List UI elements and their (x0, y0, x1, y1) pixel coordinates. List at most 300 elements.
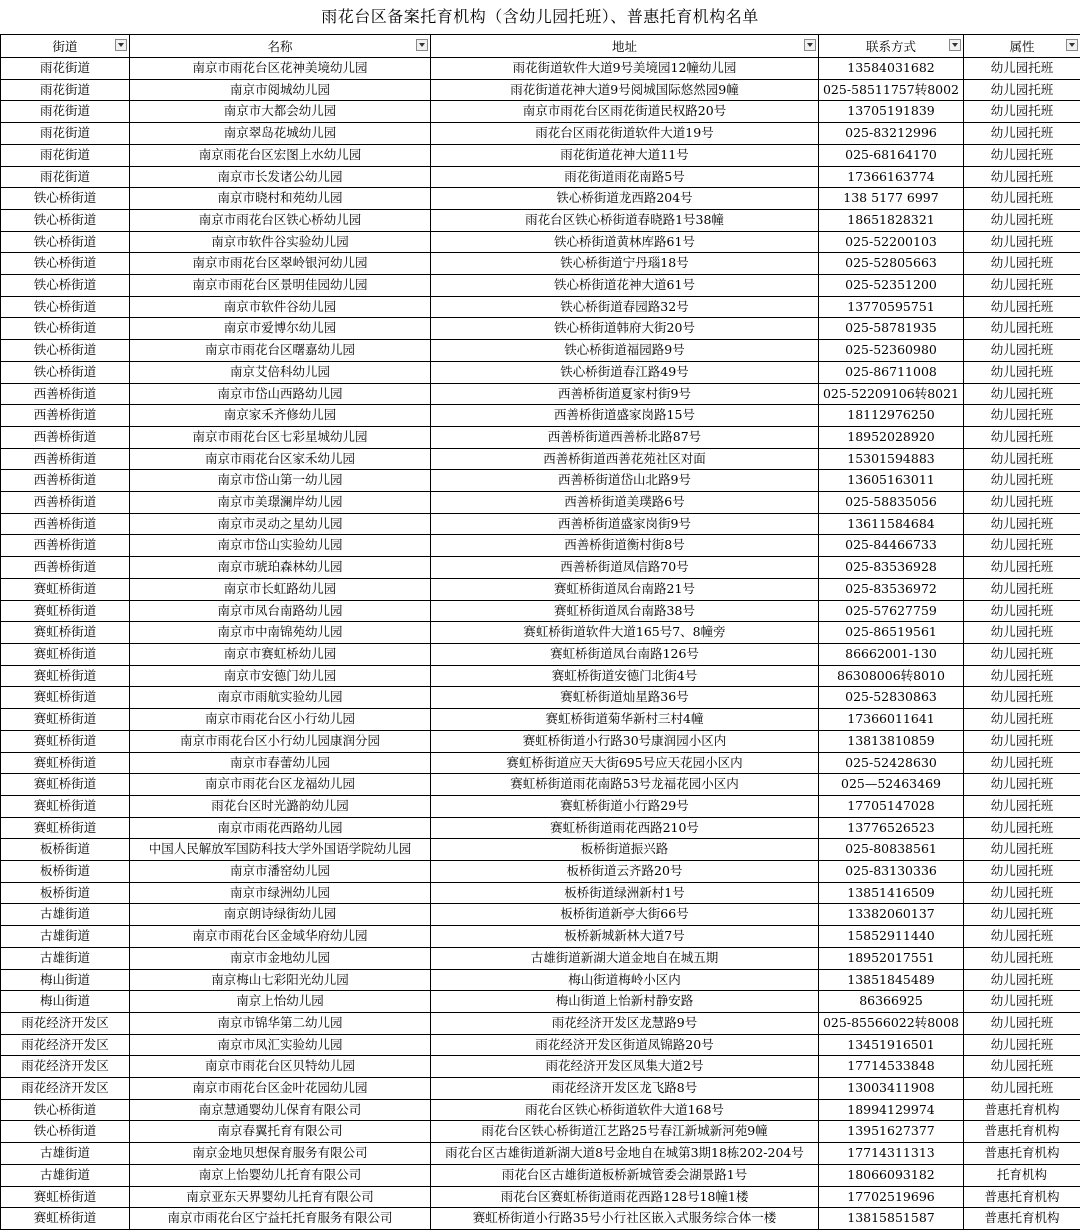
contact-cell: 138 5177 6997 (819, 188, 964, 210)
name-cell: 南京市岱山实验幼儿园 (130, 535, 431, 557)
table-row (1, 318, 1080, 340)
type-cell: 幼儿园托班 (964, 926, 1080, 948)
address-cell: 赛虹桥街道灿星路36号 (431, 687, 819, 709)
header-label: 地址 (612, 39, 637, 54)
street-cell: 西善桥街道 (1, 383, 130, 405)
street-cell: 雨花街道 (1, 101, 130, 123)
type-cell: 普惠托育机构 (964, 1099, 1080, 1121)
filter-dropdown-icon[interactable] (949, 39, 961, 51)
name-cell: 南京市雨花台区贝特幼儿园 (130, 1056, 431, 1078)
table-row (1, 275, 1080, 297)
address-cell: 铁心桥街道龙西路204号 (431, 188, 819, 210)
contact-cell: 86366925 (819, 991, 964, 1013)
address-cell: 赛虹桥街道凤台南路38号 (431, 600, 819, 622)
table-row (1, 426, 1080, 448)
type-cell: 幼儿园托班 (964, 144, 1080, 166)
name-cell: 南京市雨花台区景明佳园幼儿园 (130, 275, 431, 297)
address-cell: 西善桥街道夏家村街9号 (431, 383, 819, 405)
street-cell: 西善桥街道 (1, 405, 130, 427)
address-cell: 雨花街道雨花南路5号 (431, 166, 819, 188)
street-cell: 古雄街道 (1, 947, 130, 969)
name-cell: 南京市凤汇实验幼儿园 (130, 1034, 431, 1056)
table-row (1, 600, 1080, 622)
table-row (1, 58, 1080, 80)
street-cell: 古雄街道 (1, 926, 130, 948)
table-row (1, 79, 1080, 101)
street-cell: 梅山街道 (1, 969, 130, 991)
contact-cell: 13813810859 (819, 730, 964, 752)
street-cell: 赛虹桥街道 (1, 1186, 130, 1208)
table-row (1, 405, 1080, 427)
address-cell: 铁心桥街道韩府大街20号 (431, 318, 819, 340)
address-cell: 南京市雨花台区雨花街道民权路20号 (431, 101, 819, 123)
type-cell: 幼儿园托班 (964, 275, 1080, 297)
name-cell: 雨花台区时光潞韵幼儿园 (130, 795, 431, 817)
street-cell: 西善桥街道 (1, 448, 130, 470)
street-cell: 雨花街道 (1, 144, 130, 166)
address-cell: 赛虹桥街道雨花西路210号 (431, 817, 819, 839)
table-row (1, 926, 1080, 948)
address-cell: 赛虹桥街道菊华新村三村4幢 (431, 709, 819, 731)
address-cell: 雨花经济开发区龙慧路9号 (431, 1012, 819, 1034)
address-cell: 赛虹桥街道软件大道165号7、8幢旁 (431, 622, 819, 644)
address-cell: 赛虹桥街道应天大街695号应天花园小区内 (431, 752, 819, 774)
name-cell: 南京市金地幼儿园 (130, 947, 431, 969)
name-cell: 南京慧通婴幼儿保育有限公司 (130, 1099, 431, 1121)
contact-cell: 025-83212996 (819, 123, 964, 145)
contact-cell: 025-57627759 (819, 600, 964, 622)
name-cell: 南京市爱博尔幼儿园 (130, 318, 431, 340)
street-cell: 赛虹桥街道 (1, 709, 130, 731)
table-row (1, 622, 1080, 644)
name-cell: 南京市赛虹桥幼儿园 (130, 643, 431, 665)
address-cell: 雨花台区古雄街道新湖大道8号金地自在城第3期18栋202-204号 (431, 1143, 819, 1165)
contact-cell: 025-58835056 (819, 492, 964, 514)
table-row (1, 665, 1080, 687)
street-cell: 西善桥街道 (1, 426, 130, 448)
name-cell: 南京上怡幼儿园 (130, 991, 431, 1013)
address-cell: 赛虹桥街道雨花南路53号龙福花园小区内 (431, 774, 819, 796)
contact-cell: 025-52428630 (819, 752, 964, 774)
type-cell: 幼儿园托班 (964, 557, 1080, 579)
type-cell: 幼儿园托班 (964, 470, 1080, 492)
type-cell: 幼儿园托班 (964, 296, 1080, 318)
contact-cell: 025-84466733 (819, 535, 964, 557)
contact-cell: 025-58781935 (819, 318, 964, 340)
name-cell: 南京市岱山西路幼儿园 (130, 383, 431, 405)
street-cell: 赛虹桥街道 (1, 578, 130, 600)
name-cell: 南京市雨花台区花神美境幼儿园 (130, 58, 431, 80)
name-cell: 南京市潘窑幼儿园 (130, 861, 431, 883)
street-cell: 西善桥街道 (1, 470, 130, 492)
street-cell: 雨花经济开发区 (1, 1034, 130, 1056)
type-cell: 幼儿园托班 (964, 752, 1080, 774)
table-row (1, 904, 1080, 926)
type-cell: 幼儿园托班 (964, 665, 1080, 687)
type-cell: 幼儿园托班 (964, 1012, 1080, 1034)
address-cell: 铁心桥街道宁丹瑙18号 (431, 253, 819, 275)
address-cell: 雨花台区古雄街道板桥新城管委会湖景路1号 (431, 1164, 819, 1186)
street-cell: 板桥街道 (1, 882, 130, 904)
type-cell: 幼儿园托班 (964, 492, 1080, 514)
name-cell: 南京市雨花台区小行幼儿园康润分园 (130, 730, 431, 752)
contact-cell: 18112976250 (819, 405, 964, 427)
contact-cell: 13605163011 (819, 470, 964, 492)
type-cell: 幼儿园托班 (964, 79, 1080, 101)
contact-cell: 025-85566022转8008 (819, 1012, 964, 1034)
type-cell: 幼儿园托班 (964, 947, 1080, 969)
name-cell: 南京市雨花台区宁益托托育服务有限公司 (130, 1208, 431, 1230)
street-cell: 铁心桥街道 (1, 209, 130, 231)
name-cell: 南京艾倍科幼儿园 (130, 361, 431, 383)
contact-cell: 13851845489 (819, 969, 964, 991)
address-cell: 西善桥街道美璞路6号 (431, 492, 819, 514)
name-cell: 南京市雨花台区龙福幼儿园 (130, 774, 431, 796)
name-cell: 南京市晓村和苑幼儿园 (130, 188, 431, 210)
header-label: 属性 (1009, 39, 1034, 54)
contact-cell: 13951627377 (819, 1121, 964, 1143)
table-row (1, 513, 1080, 535)
contact-cell: 025-83536928 (819, 557, 964, 579)
street-cell: 铁心桥街道 (1, 361, 130, 383)
filter-dropdown-icon[interactable] (1066, 39, 1078, 51)
table-row (1, 448, 1080, 470)
type-cell: 幼儿园托班 (964, 101, 1080, 123)
street-cell: 赛虹桥街道 (1, 795, 130, 817)
table-row (1, 557, 1080, 579)
street-cell: 雨花街道 (1, 166, 130, 188)
header-label: 联系方式 (866, 39, 916, 54)
table-row (1, 861, 1080, 883)
address-cell: 雨花台区赛虹桥街道雨花西路128号18幢1楼 (431, 1186, 819, 1208)
address-cell: 赛虹桥街道小行路35号小行社区嵌入式服务综合体一楼 (431, 1208, 819, 1230)
address-cell: 西善桥街道盛家岗街9号 (431, 513, 819, 535)
address-cell: 铁心桥街道春园路32号 (431, 296, 819, 318)
name-cell: 南京市雨花台区曙嘉幼儿园 (130, 340, 431, 362)
table-row (1, 1012, 1080, 1034)
table-row (1, 535, 1080, 557)
type-cell: 幼儿园托班 (964, 340, 1080, 362)
contact-cell: 025-52209106转8021 (819, 383, 964, 405)
contact-cell: 025-58511757转8002 (819, 79, 964, 101)
name-cell: 南京市雨花台区小行幼儿园 (130, 709, 431, 731)
type-cell: 幼儿园托班 (964, 383, 1080, 405)
contact-cell: 18952017551 (819, 947, 964, 969)
street-cell: 赛虹桥街道 (1, 665, 130, 687)
name-cell: 南京市安德门幼儿园 (130, 665, 431, 687)
contact-cell: 18651828321 (819, 209, 964, 231)
type-cell: 幼儿园托班 (964, 1056, 1080, 1078)
address-cell: 赛虹桥街道凤台南路126号 (431, 643, 819, 665)
contact-cell: 13584031682 (819, 58, 964, 80)
type-cell: 幼儿园托班 (964, 253, 1080, 275)
table-row (1, 1121, 1080, 1143)
street-cell: 梅山街道 (1, 991, 130, 1013)
type-cell: 幼儿园托班 (964, 839, 1080, 861)
street-cell: 铁心桥街道 (1, 188, 130, 210)
type-cell: 普惠托育机构 (964, 1121, 1080, 1143)
type-cell: 幼儿园托班 (964, 535, 1080, 557)
contact-cell: 13776526523 (819, 817, 964, 839)
street-cell: 西善桥街道 (1, 557, 130, 579)
type-cell: 幼儿园托班 (964, 361, 1080, 383)
street-cell: 铁心桥街道 (1, 318, 130, 340)
street-cell: 赛虹桥街道 (1, 730, 130, 752)
table-row (1, 470, 1080, 492)
address-cell: 赛虹桥街道凤台南路21号 (431, 578, 819, 600)
address-cell: 雨花台区雨花街道软件大道19号 (431, 123, 819, 145)
contact-cell: 025—52463469 (819, 774, 964, 796)
type-cell: 幼儿园托班 (964, 123, 1080, 145)
address-cell: 雨花台区铁心桥街道春晓路1号38幢 (431, 209, 819, 231)
address-cell: 雨花台区铁心桥街道江艺路25号春江新城新河苑9幢 (431, 1121, 819, 1143)
table-body (1, 58, 1080, 1230)
contact-cell: 025-52200103 (819, 231, 964, 253)
contact-cell: 18066093182 (819, 1164, 964, 1186)
contact-cell: 18952028920 (819, 426, 964, 448)
type-cell: 幼儿园托班 (964, 730, 1080, 752)
table-row (1, 1164, 1080, 1186)
institution-table (0, 34, 1080, 1230)
contact-cell: 025-52360980 (819, 340, 964, 362)
filter-dropdown-icon[interactable] (804, 39, 816, 51)
type-cell: 幼儿园托班 (964, 578, 1080, 600)
contact-cell: 17366011641 (819, 709, 964, 731)
table-row (1, 1186, 1080, 1208)
contact-cell: 025-83536972 (819, 578, 964, 600)
table-row (1, 340, 1080, 362)
filter-dropdown-icon[interactable] (416, 39, 428, 51)
name-cell: 南京雨花台区宏图上水幼儿园 (130, 144, 431, 166)
address-cell: 铁心桥街道黄林库路61号 (431, 231, 819, 253)
name-cell: 南京市雨花台区铁心桥幼儿园 (130, 209, 431, 231)
contact-cell: 18994129974 (819, 1099, 964, 1121)
table-row (1, 947, 1080, 969)
table-row (1, 991, 1080, 1013)
address-cell: 西善桥街道凤信路70号 (431, 557, 819, 579)
street-cell: 铁心桥街道 (1, 296, 130, 318)
street-cell: 西善桥街道 (1, 513, 130, 535)
street-cell: 雨花经济开发区 (1, 1012, 130, 1034)
street-cell: 雨花经济开发区 (1, 1056, 130, 1078)
name-cell: 南京市长发诸公幼儿园 (130, 166, 431, 188)
contact-cell: 025-52830863 (819, 687, 964, 709)
street-cell: 赛虹桥街道 (1, 817, 130, 839)
address-cell: 铁心桥街道春江路49号 (431, 361, 819, 383)
type-cell: 幼儿园托班 (964, 426, 1080, 448)
contact-cell: 13815851587 (819, 1208, 964, 1230)
address-cell: 西善桥街道岱山北路9号 (431, 470, 819, 492)
contact-cell: 025-52351200 (819, 275, 964, 297)
address-cell: 西善桥街道西善桥北路87号 (431, 426, 819, 448)
name-cell: 南京市雨花台区七彩星城幼儿园 (130, 426, 431, 448)
contact-cell: 13451916501 (819, 1034, 964, 1056)
address-cell: 西善桥街道西善花苑社区对面 (431, 448, 819, 470)
type-cell: 幼儿园托班 (964, 643, 1080, 665)
table-row (1, 123, 1080, 145)
street-cell: 赛虹桥街道 (1, 622, 130, 644)
table-row (1, 774, 1080, 796)
page-title: 雨花台区备案托育机构（含幼儿园托班）、普惠托育机构名单 (0, 0, 1080, 34)
type-cell: 普惠托育机构 (964, 1186, 1080, 1208)
address-cell: 铁心桥街道花神大道61号 (431, 275, 819, 297)
address-cell: 雨花经济开发区凤集大道2号 (431, 1056, 819, 1078)
name-cell: 南京市岱山第一幼儿园 (130, 470, 431, 492)
contact-cell: 13705191839 (819, 101, 964, 123)
table-row (1, 144, 1080, 166)
contact-cell: 13611584684 (819, 513, 964, 535)
type-cell: 幼儿园托班 (964, 1078, 1080, 1100)
name-cell: 南京市灵动之星幼儿园 (130, 513, 431, 535)
contact-cell: 025-86711008 (819, 361, 964, 383)
name-cell: 南京朗诗绿街幼儿园 (130, 904, 431, 926)
street-cell: 赛虹桥街道 (1, 774, 130, 796)
name-cell: 南京市软件谷实验幼儿园 (130, 231, 431, 253)
address-cell: 板桥街道新亭大街66号 (431, 904, 819, 926)
table-row (1, 1099, 1080, 1121)
name-cell: 南京市锦华第二幼儿园 (130, 1012, 431, 1034)
table-row (1, 643, 1080, 665)
street-cell: 赛虹桥街道 (1, 687, 130, 709)
type-cell: 幼儿园托班 (964, 795, 1080, 817)
contact-cell: 15852911440 (819, 926, 964, 948)
street-cell: 赛虹桥街道 (1, 600, 130, 622)
contact-cell: 86308006转8010 (819, 665, 964, 687)
table-row (1, 296, 1080, 318)
street-cell: 赛虹桥街道 (1, 752, 130, 774)
table-row (1, 839, 1080, 861)
contact-cell: 86662001-130 (819, 643, 964, 665)
type-cell: 普惠托育机构 (964, 1208, 1080, 1230)
type-cell: 幼儿园托班 (964, 991, 1080, 1013)
contact-cell: 025-52805663 (819, 253, 964, 275)
table-row (1, 795, 1080, 817)
table-row (1, 687, 1080, 709)
street-cell: 古雄街道 (1, 904, 130, 926)
table-row (1, 882, 1080, 904)
filter-dropdown-icon[interactable] (115, 39, 127, 51)
street-cell: 古雄街道 (1, 1143, 130, 1165)
type-cell: 幼儿园托班 (964, 1034, 1080, 1056)
table-row (1, 1208, 1080, 1230)
name-cell: 南京市凤台南路幼儿园 (130, 600, 431, 622)
type-cell: 托育机构 (964, 1164, 1080, 1186)
street-cell: 赛虹桥街道 (1, 643, 130, 665)
table-row (1, 231, 1080, 253)
header-label: 街道 (52, 39, 77, 54)
type-cell: 幼儿园托班 (964, 687, 1080, 709)
header-street (1, 35, 130, 58)
address-cell: 西善桥街道衡村街8号 (431, 535, 819, 557)
table-row (1, 166, 1080, 188)
type-cell: 幼儿园托班 (964, 448, 1080, 470)
contact-cell: 17714533848 (819, 1056, 964, 1078)
type-cell: 普惠托育机构 (964, 1143, 1080, 1165)
table-row (1, 361, 1080, 383)
name-cell: 南京上怡婴幼儿托育有限公司 (130, 1164, 431, 1186)
type-cell: 幼儿园托班 (964, 774, 1080, 796)
contact-cell: 17366163774 (819, 166, 964, 188)
street-cell: 古雄街道 (1, 1164, 130, 1186)
header-label: 名称 (267, 39, 292, 54)
table-row (1, 969, 1080, 991)
address-cell: 赛虹桥街道小行路29号 (431, 795, 819, 817)
table-row (1, 752, 1080, 774)
type-cell: 幼儿园托班 (964, 166, 1080, 188)
address-cell: 板桥街道云齐路20号 (431, 861, 819, 883)
contact-cell: 17702519696 (819, 1186, 964, 1208)
name-cell: 南京市春蕾幼儿园 (130, 752, 431, 774)
address-cell: 板桥街道绿洲新村1号 (431, 882, 819, 904)
header-address (431, 35, 819, 58)
table-row (1, 817, 1080, 839)
street-cell: 铁心桥街道 (1, 275, 130, 297)
name-cell: 南京市雨航实验幼儿园 (130, 687, 431, 709)
street-cell: 铁心桥街道 (1, 1121, 130, 1143)
contact-cell: 17714311313 (819, 1143, 964, 1165)
type-cell: 幼儿园托班 (964, 600, 1080, 622)
address-cell: 雨花街道花神大道11号 (431, 144, 819, 166)
name-cell: 南京市雨花台区家禾幼儿园 (130, 448, 431, 470)
name-cell: 中国人民解放军国防科技大学外国语学院幼儿园 (130, 839, 431, 861)
type-cell: 幼儿园托班 (964, 882, 1080, 904)
type-cell: 幼儿园托班 (964, 513, 1080, 535)
street-cell: 铁心桥街道 (1, 1099, 130, 1121)
street-cell: 铁心桥街道 (1, 340, 130, 362)
table-row (1, 492, 1080, 514)
table-row (1, 101, 1080, 123)
name-cell: 南京市绿洲幼儿园 (130, 882, 431, 904)
table-row (1, 578, 1080, 600)
address-cell: 板桥街道振兴路 (431, 839, 819, 861)
type-cell: 幼儿园托班 (964, 188, 1080, 210)
name-cell: 南京市大都会幼儿园 (130, 101, 431, 123)
contact-cell: 025-80838561 (819, 839, 964, 861)
street-cell: 板桥街道 (1, 861, 130, 883)
type-cell: 幼儿园托班 (964, 817, 1080, 839)
type-cell: 幼儿园托班 (964, 318, 1080, 340)
type-cell: 幼儿园托班 (964, 209, 1080, 231)
street-cell: 西善桥街道 (1, 492, 130, 514)
name-cell: 南京市雨花台区金叶花园幼儿园 (130, 1078, 431, 1100)
street-cell: 赛虹桥街道 (1, 1208, 130, 1230)
table-row (1, 1143, 1080, 1165)
name-cell: 南京梅山七彩阳光幼儿园 (130, 969, 431, 991)
name-cell: 南京春翼托育有限公司 (130, 1121, 431, 1143)
type-cell: 幼儿园托班 (964, 904, 1080, 926)
address-cell: 雨花台区铁心桥街道软件大道168号 (431, 1099, 819, 1121)
address-cell: 雨花经济开发区街道凤锦路20号 (431, 1034, 819, 1056)
table-row (1, 709, 1080, 731)
street-cell: 雨花街道 (1, 79, 130, 101)
address-cell: 西善桥街道盛家岗路15号 (431, 405, 819, 427)
header-name (130, 35, 431, 58)
table-row (1, 188, 1080, 210)
address-cell: 雨花街道软件大道9号美境园12幢幼儿园 (431, 58, 819, 80)
table-header-row (1, 35, 1080, 58)
street-cell: 铁心桥街道 (1, 253, 130, 275)
type-cell: 幼儿园托班 (964, 709, 1080, 731)
street-cell: 雨花经济开发区 (1, 1078, 130, 1100)
contact-cell: 13851416509 (819, 882, 964, 904)
table-row (1, 383, 1080, 405)
street-cell: 雨花街道 (1, 58, 130, 80)
header-type (964, 35, 1080, 58)
name-cell: 南京市阅城幼儿园 (130, 79, 431, 101)
name-cell: 南京市雨花台区金域华府幼儿园 (130, 926, 431, 948)
table-row (1, 209, 1080, 231)
type-cell: 幼儿园托班 (964, 622, 1080, 644)
